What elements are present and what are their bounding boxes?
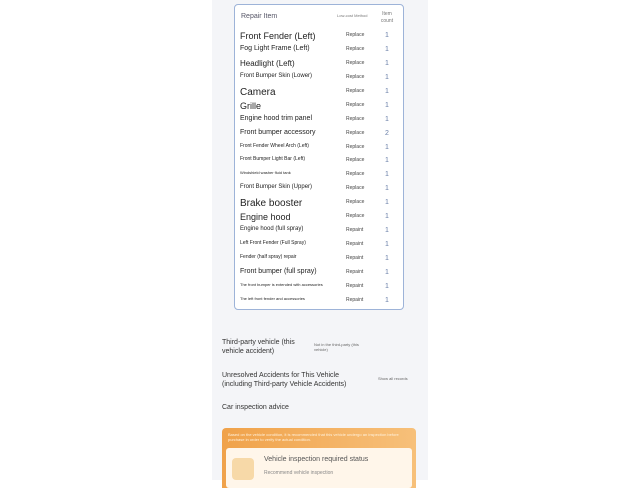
repair-method: Repaint <box>346 227 364 234</box>
table-row <box>235 224 403 238</box>
repair-method: Repaint <box>346 255 364 261</box>
repair-method: Replace <box>346 129 365 136</box>
repair-method: Repaint <box>346 241 364 248</box>
repair-item-name: Headlight (Left) <box>240 58 295 68</box>
repair-method: Replace <box>346 157 365 164</box>
table-row <box>235 266 403 280</box>
repair-method: Replace <box>346 87 365 94</box>
repair-count: 1 <box>385 199 389 207</box>
inspection-status-subtitle: Recommend vehicle inspection <box>264 470 334 476</box>
table-row <box>235 252 403 266</box>
repair-item-name: Fender (half spray) repair <box>240 254 297 260</box>
table-row <box>235 196 403 210</box>
table-row <box>235 43 403 57</box>
table-row <box>235 168 403 182</box>
inspection-status-panel[interactable] <box>226 448 412 488</box>
table-row <box>235 29 403 43</box>
repair-method: Replace <box>346 199 365 206</box>
inspection-status-title: Vehicle inspection required status <box>264 456 369 463</box>
repair-count: 1 <box>385 115 389 123</box>
repair-item-name: Engine hood trim panel <box>240 114 312 122</box>
repair-method: Replace <box>346 171 365 178</box>
unresolved-accidents-label: Unresolved Accidents for This Vehicle (including Third-party Vehicle Accidents) <box>222 372 347 388</box>
table-header <box>235 9 403 29</box>
repair-count: 1 <box>385 73 389 81</box>
repair-count: 1 <box>385 87 389 95</box>
repair-method: Replace <box>346 213 365 220</box>
repair-item-name: The front bumper is extended with accessories <box>240 281 323 287</box>
repair-count: 1 <box>385 157 389 165</box>
repair-item-name: Engine hood <box>240 212 291 223</box>
repair-count: 1 <box>385 143 389 151</box>
repair-items-table <box>234 4 404 310</box>
repair-item-name: Windshield washer fluid tank <box>240 170 291 176</box>
inspection-advice-card <box>222 428 416 488</box>
repair-count: 1 <box>385 171 389 179</box>
repair-item-name: Camera <box>240 86 276 98</box>
repair-count: 1 <box>385 101 389 109</box>
table-row <box>235 154 403 168</box>
table-row <box>235 141 403 155</box>
repair-method: Replace <box>346 101 365 108</box>
repair-method: Replace <box>346 115 365 122</box>
repair-count: 1 <box>385 45 389 53</box>
repair-item-name: Front Bumper Light Bar (Left) <box>240 156 306 163</box>
repair-method: Replace <box>346 59 365 66</box>
repair-item-name: Engine hood (full spray) <box>240 226 304 233</box>
repair-item-name: Front Bumper Skin (Upper) <box>240 184 313 191</box>
column-header-count: Item count <box>380 11 394 24</box>
advice-banner-text: Based on the vehicle condition, it is recommended that this vehicle undergo an inspection before purchase in order to verify the actual condition. <box>228 432 399 442</box>
repair-item-name: Brake booster <box>240 198 303 210</box>
repair-method: Replace <box>346 73 365 80</box>
repair-method: Replace <box>346 143 365 150</box>
table-row <box>235 182 403 196</box>
inspection-car-icon <box>232 458 254 480</box>
repair-count: 1 <box>385 32 389 39</box>
repair-item-name: Front Fender Wheel Arch (Left) <box>240 142 309 149</box>
third-party-note: Not in the third-party (this vehicle) <box>314 342 359 352</box>
table-row <box>235 210 403 224</box>
repair-count: 1 <box>385 282 389 290</box>
repair-count: 1 <box>385 185 389 193</box>
table-row <box>235 113 403 127</box>
repair-item-name: The left front fender and accessories <box>240 295 305 301</box>
table-row <box>235 238 403 252</box>
table-row <box>235 99 403 113</box>
repair-method: Replace <box>346 32 365 38</box>
repair-count: 1 <box>385 213 389 221</box>
repair-item-name: Front Bumper Skin (Lower) <box>240 72 313 79</box>
unresolved-accidents-value[interactable]: Show all records <box>378 376 408 381</box>
column-header-method: Low-cost Method <box>337 13 368 18</box>
repair-count: 1 <box>385 268 389 276</box>
repair-item-name: Front bumper accessory <box>240 128 316 136</box>
repair-item-name: Left Front Fender (Full Spray) <box>240 240 306 247</box>
table-row <box>235 71 403 85</box>
repair-count: 2 <box>385 129 389 137</box>
repair-count: 1 <box>385 255 389 262</box>
inspection-advice-title: Car inspection advice <box>222 404 289 411</box>
repair-method: Repaint <box>346 296 364 303</box>
repair-count: 1 <box>385 227 389 235</box>
repair-count: 1 <box>385 241 389 249</box>
repair-method: Replace <box>346 185 365 192</box>
repair-item-name: Front Fender (Left) <box>240 31 316 41</box>
column-header-repair-item: Repair Item <box>241 13 278 20</box>
repair-item-name: Fog Light Frame (Left) <box>240 44 310 52</box>
table-body <box>235 29 403 308</box>
table-row <box>235 85 403 99</box>
table-row <box>235 57 403 71</box>
repair-method: Repaint <box>346 268 364 275</box>
repair-method: Replace <box>346 45 365 52</box>
repair-method: Repaint <box>346 282 364 289</box>
repair-count: 1 <box>385 59 389 67</box>
table-row <box>235 280 403 294</box>
repair-count: 1 <box>385 296 389 304</box>
repair-item-name: Grille <box>240 100 262 111</box>
table-row <box>235 127 403 141</box>
third-party-label: Third-party vehicle (this vehicle accident) <box>222 339 295 355</box>
repair-item-name: Front bumper (full spray) <box>240 267 317 275</box>
table-row <box>235 294 403 308</box>
